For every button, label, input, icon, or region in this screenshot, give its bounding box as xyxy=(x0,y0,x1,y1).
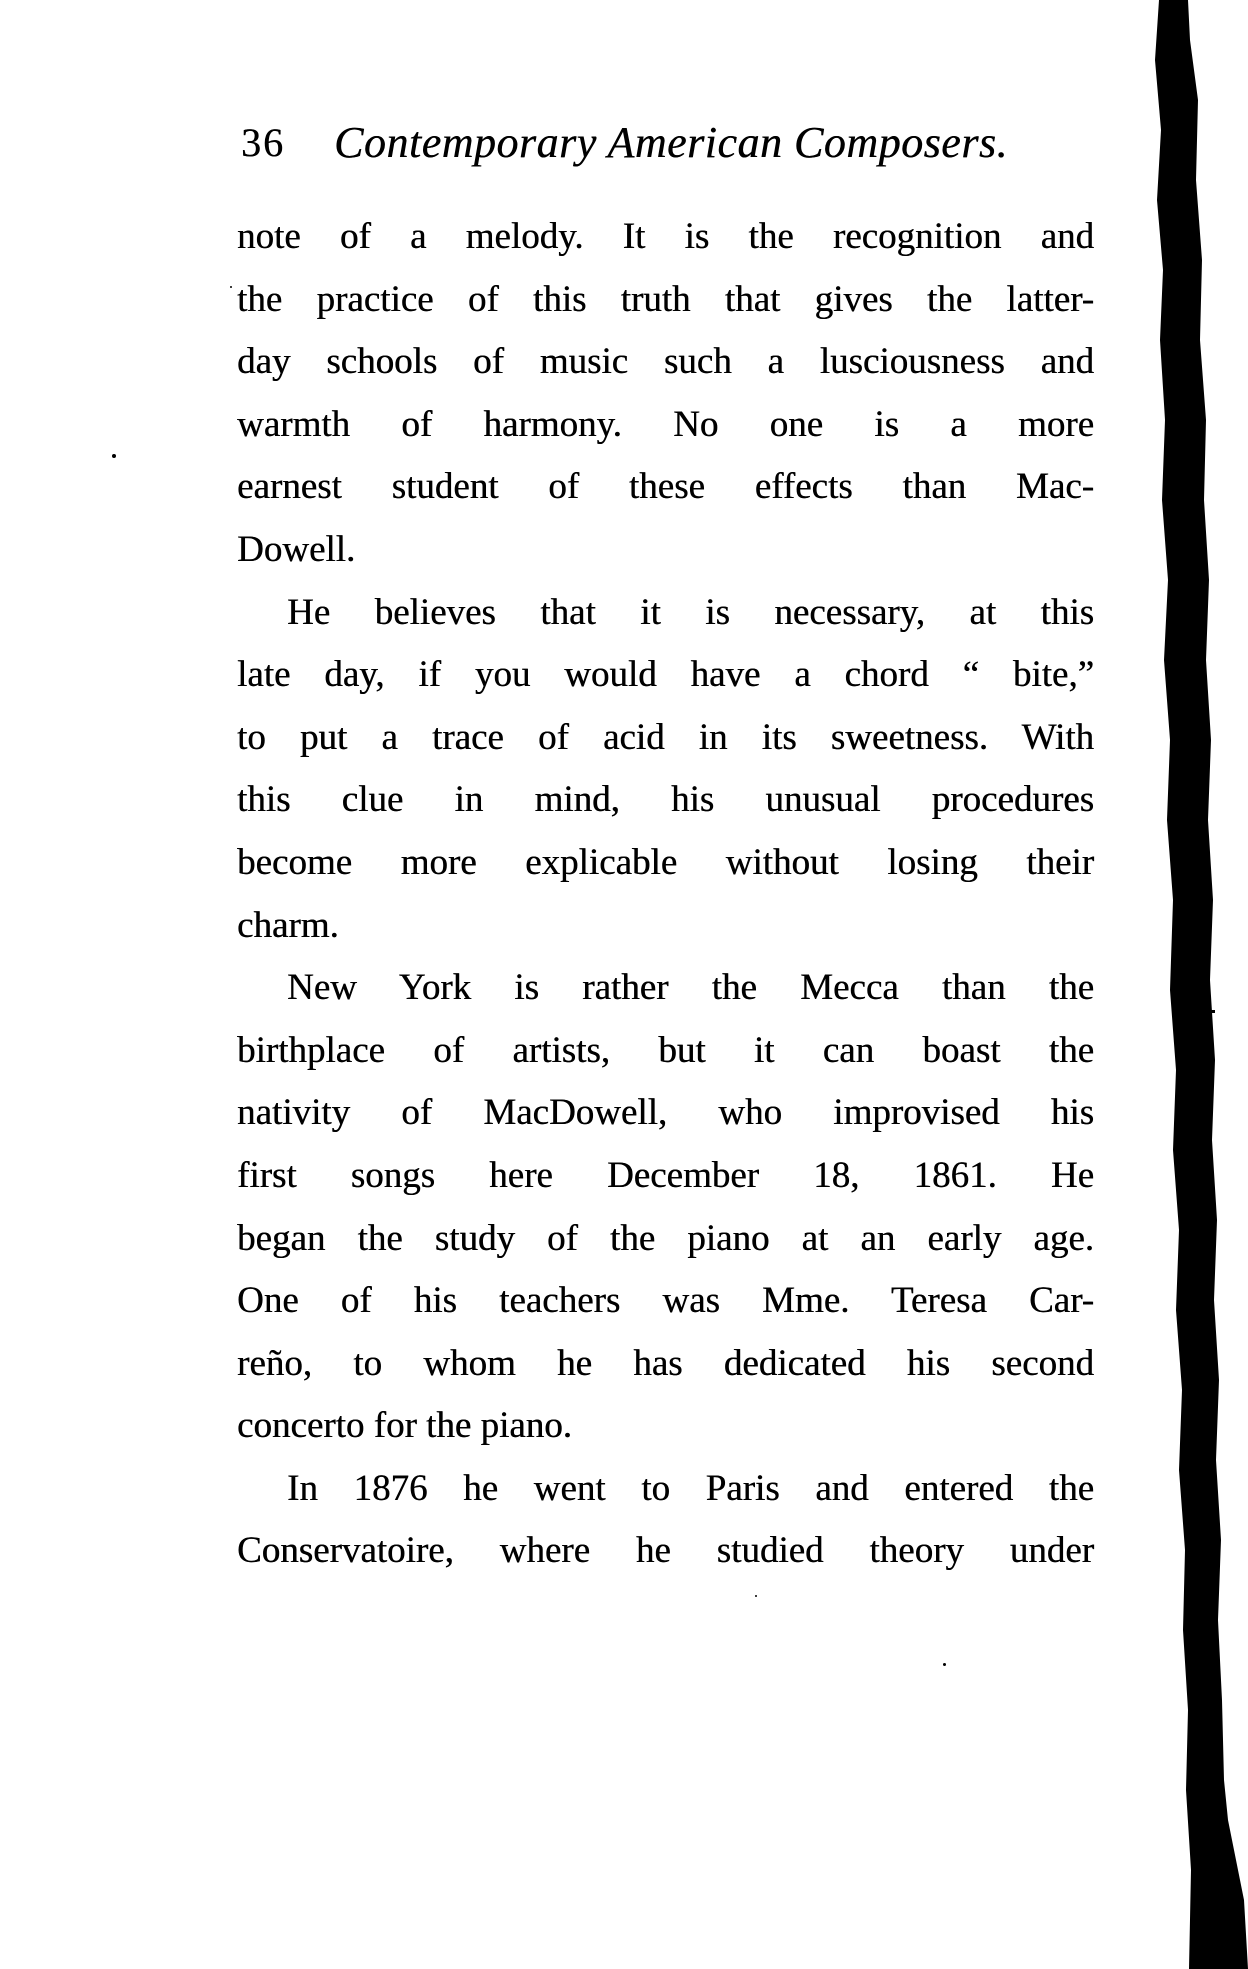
text-line: first songs here December 18, 1861. He xyxy=(237,1154,1094,1196)
scan-speck xyxy=(943,1663,946,1666)
text-line: to put a trace of acid in its sweetness. With xyxy=(237,716,1094,758)
text-line: Dowell. xyxy=(237,528,356,570)
text-line: In 1876 he went to Paris and entered the xyxy=(287,1467,1094,1509)
text-line: reño, to whom he has dedicated his second xyxy=(237,1342,1094,1384)
scan-speck xyxy=(112,454,116,458)
scan-speck xyxy=(755,1595,757,1597)
text-line: concerto for the piano. xyxy=(237,1405,572,1447)
paragraph xyxy=(237,582,1094,958)
text-line: began the study of the piano at an early age. xyxy=(237,1217,1094,1259)
text-line: become more explicable without losing their xyxy=(237,841,1094,883)
text-line: Conservatoire, where he studied theory under xyxy=(237,1530,1094,1572)
text-line: charm. xyxy=(237,904,339,946)
text-line: late day, if you would have a chord “ bite,” xyxy=(237,654,1094,696)
text-line: He believes that it is necessary, at this xyxy=(287,591,1094,633)
text-line: the practice of this truth that gives the latter- xyxy=(237,278,1094,320)
paragraph xyxy=(237,957,1094,1458)
text-line: note of a melody. It is the recognition and xyxy=(237,216,1094,257)
text-line: earnest student of these effects than Mac- xyxy=(237,466,1094,508)
text-line: New York is rather the Mecca than the xyxy=(287,967,1094,1009)
scan-speck xyxy=(230,286,232,288)
paragraph xyxy=(237,206,1094,582)
text-line: warmth of harmony. No one is a more xyxy=(237,403,1094,445)
text-line: One of his teachers was Mme. Teresa Car- xyxy=(237,1280,1094,1322)
paragraph xyxy=(237,1458,1094,1583)
page-number: 36 xyxy=(241,120,285,165)
page-body xyxy=(237,206,1094,1583)
text-line: birthplace of artists, but it can boast the xyxy=(237,1029,1094,1071)
text-line: this clue in mind, his unusual procedures xyxy=(237,779,1094,821)
running-header xyxy=(0,118,1248,174)
running-title: Contemporary American Composers. xyxy=(334,118,1008,167)
text-line: day schools of music such a lusciousness and xyxy=(237,341,1094,383)
text-line: nativity of MacDowell, who improvised his xyxy=(237,1092,1094,1134)
